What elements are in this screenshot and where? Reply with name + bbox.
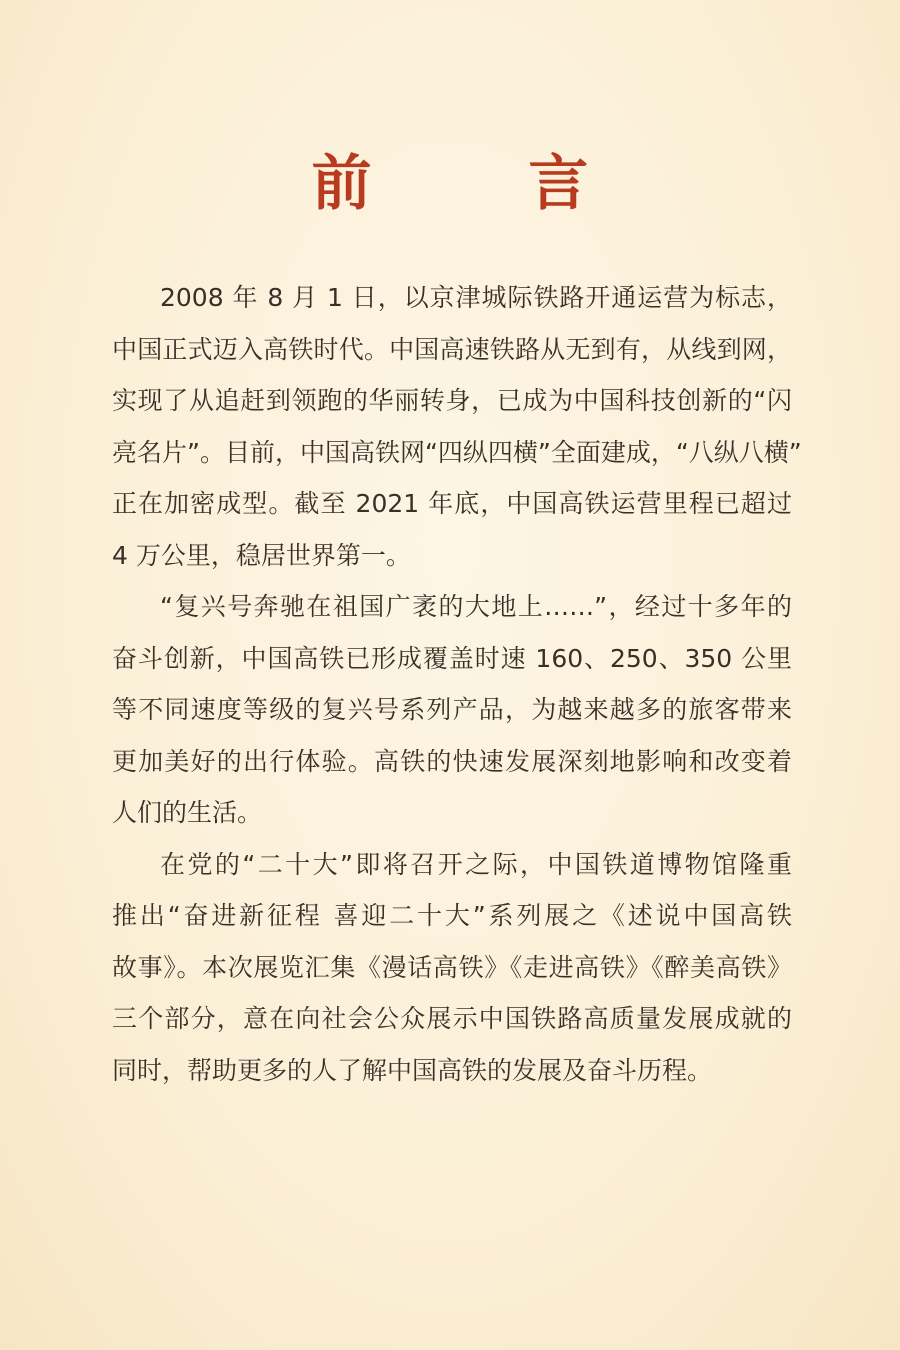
text-line: 2008 年 8 月 1 日，以京津城际铁路开通运营为标志， [160, 283, 792, 312]
text-line: 同时，帮助更多的人了解中国高铁的发展及奋斗历程。 [112, 1055, 713, 1085]
text-line: 故事》。本次展览汇集《漫话高铁》《走进高铁》《醉美高铁》 [112, 952, 792, 982]
paragraph-1 [112, 272, 802, 581]
text-line: “复兴号奔驰在祖国广袤的大地上……”，经过十多年的 [160, 592, 792, 621]
text-line: 等不同速度等级的复兴号系列产品，为越来越多的旅客带来 [112, 695, 792, 724]
text-line: 人们的生活。 [112, 798, 263, 827]
page-title: 前 言 [311, 149, 657, 219]
text-line: 推出“奋进新征程 喜迎二十大”系列展之《述说中国高铁 [112, 901, 792, 930]
text-line: 三个部分，意在向社会公众展示中国铁路高质量发展成就的 [112, 1004, 792, 1033]
text-line: 亮名片”。目前，中国高铁网“四纵四横”全面建成，“八纵八横” [112, 437, 802, 467]
preface-body [112, 272, 802, 1096]
text-line: 奋斗创新，中国高铁已形成覆盖时速 160、250、350 公里 [112, 643, 792, 673]
paragraph-2 [112, 581, 792, 839]
text-line: 更加美好的出行体验。高铁的快速发展深刻地影响和改变着 [112, 746, 792, 776]
text-line: 正在加密成型。截至 2021 年底，中国高铁运营里程已超过 [112, 489, 792, 518]
text-line: 中国正式迈入高铁时代。中国高速铁路从无到有，从线到网， [112, 334, 792, 364]
text-line: 在党的“二十大”即将召开之际，中国铁道博物馆隆重 [160, 849, 792, 879]
text-line: 实现了从追赶到领跑的华丽转身，已成为中国科技创新的“闪 [112, 386, 792, 415]
paragraph-3 [112, 839, 792, 1097]
text-line: 4 万公里，稳居世界第一。 [112, 540, 411, 570]
